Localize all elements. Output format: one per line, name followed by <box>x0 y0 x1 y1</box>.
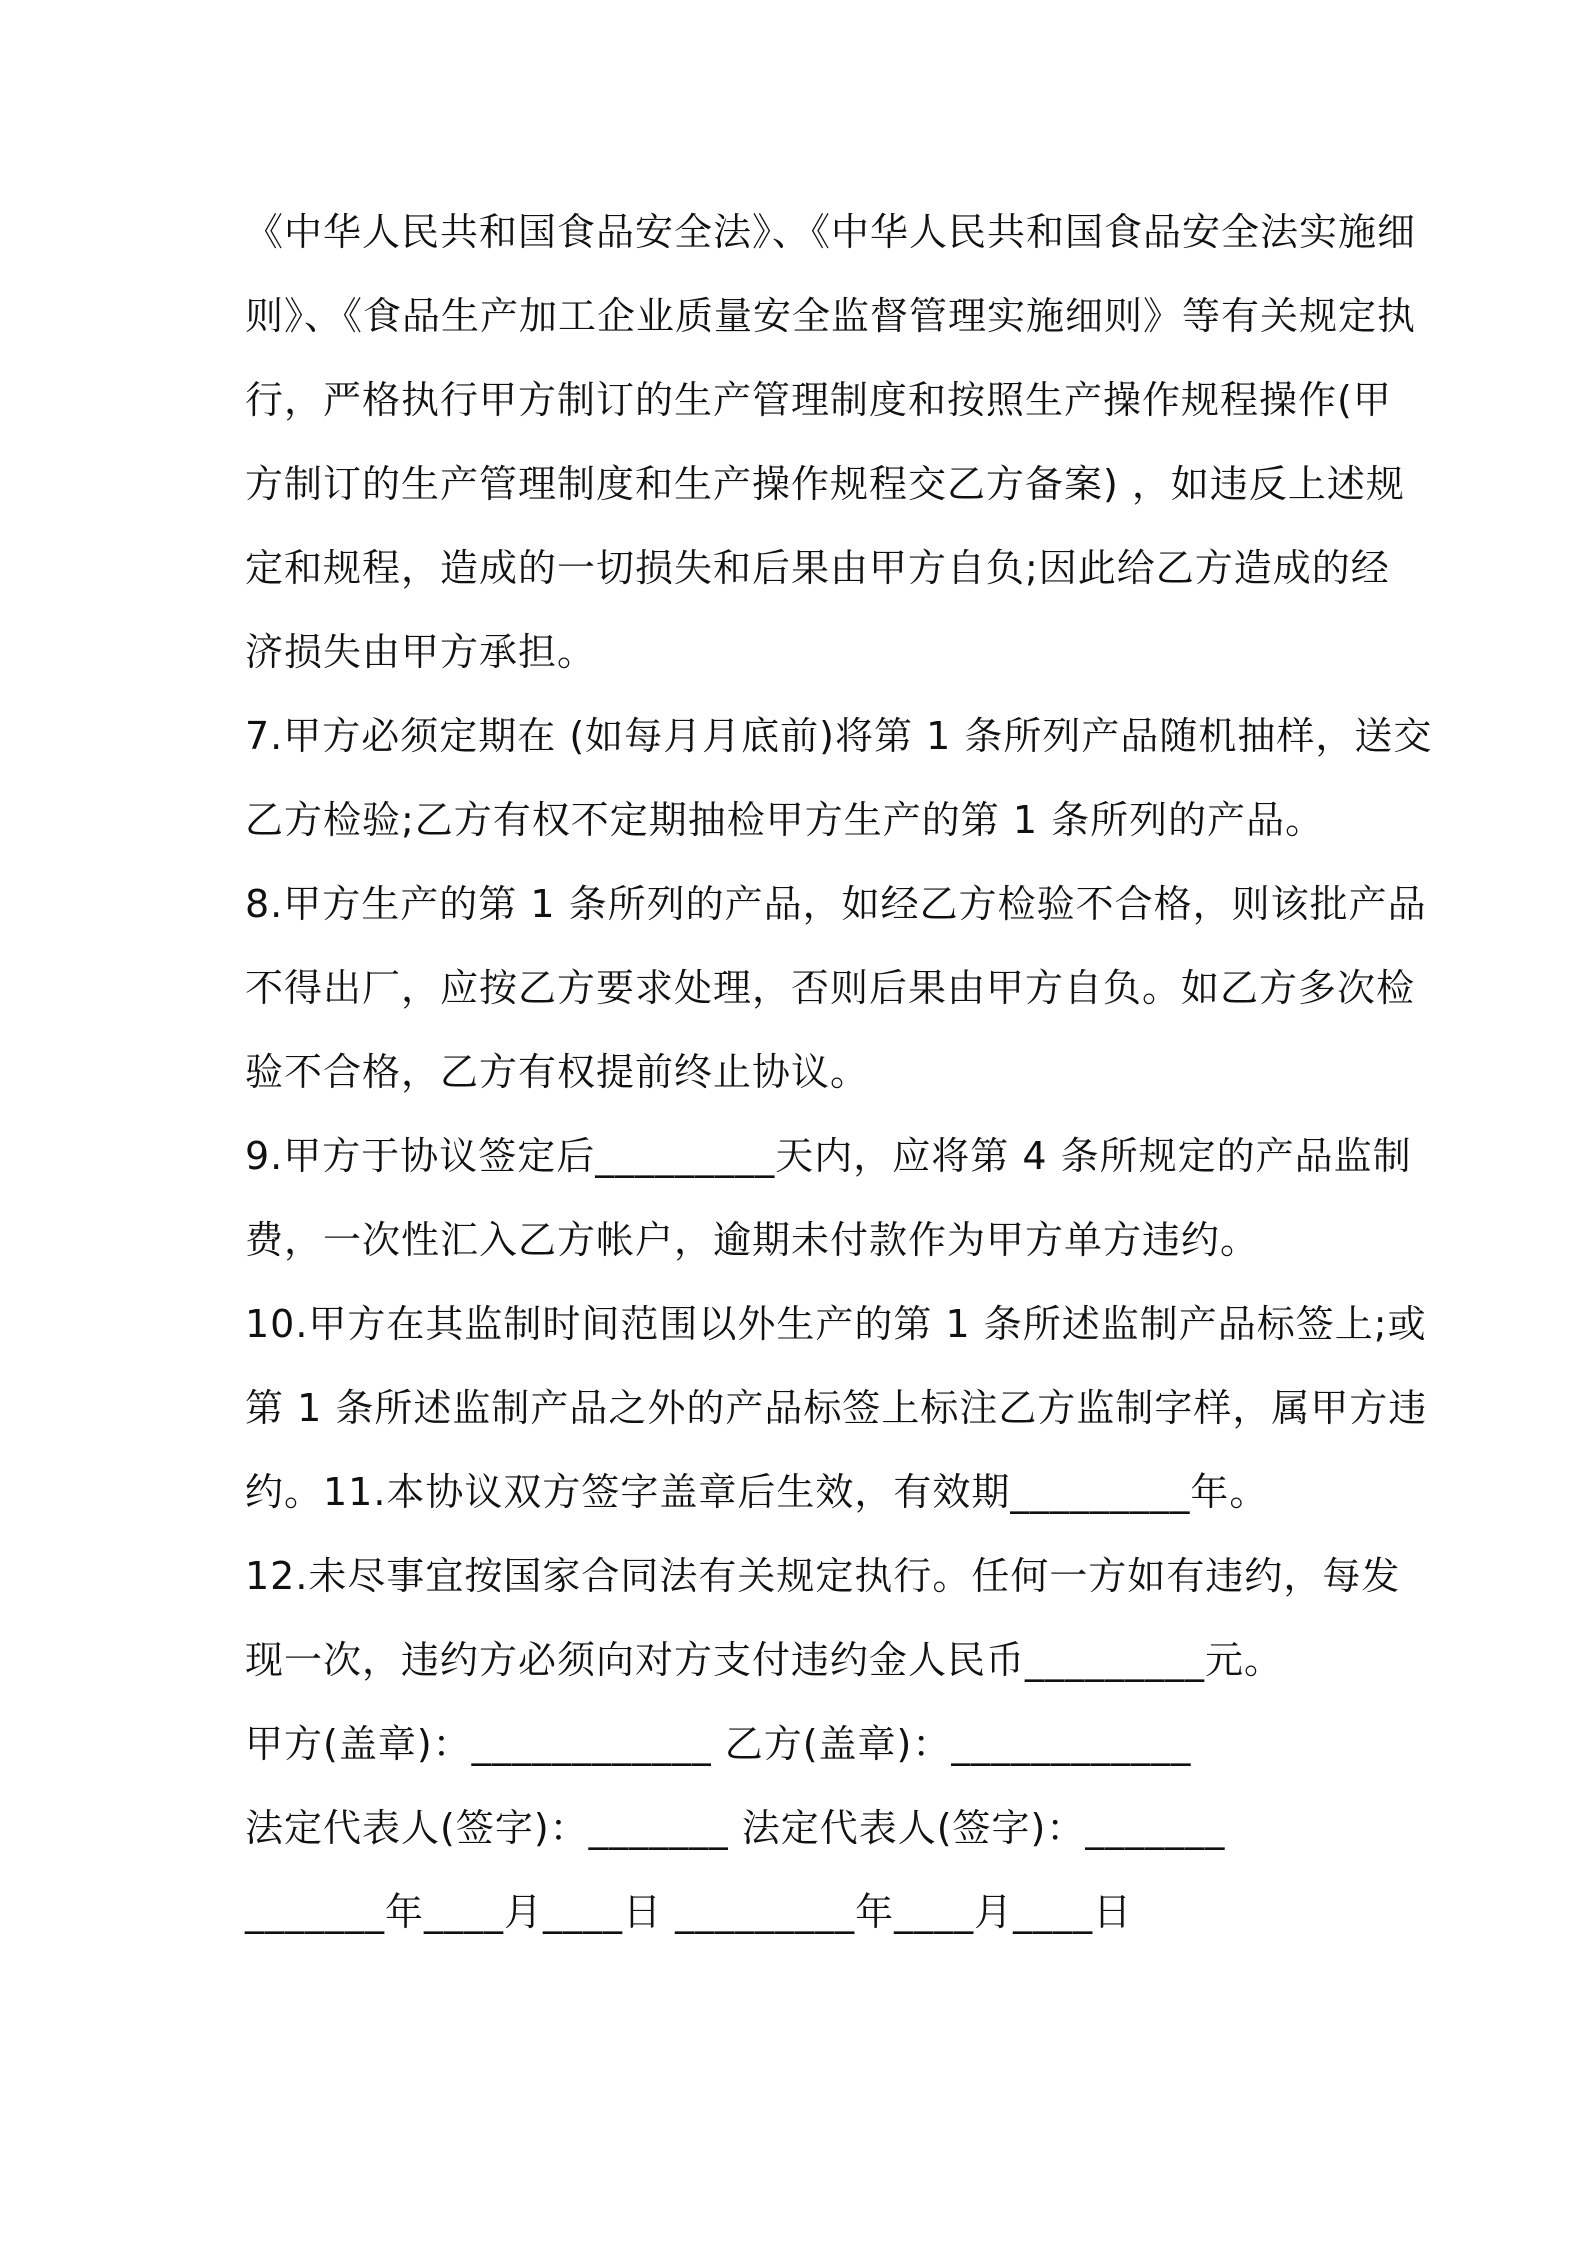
text-line: 行，严格执行甲方制订的生产管理制度和按照生产操作规程操作(甲 <box>245 378 1392 422</box>
clause-10-line: 10.甲方在其监制时间范围以外生产的第 1 条所述监制产品标签上;或 <box>245 1302 1427 1346</box>
text-line: 济损失由甲方承担。 <box>245 630 597 674</box>
clause-7-line: 7.甲方必须定期在 (如每月月底前)将第 1 条所列产品随机抽样，送交 <box>245 714 1433 758</box>
signature-line: 法定代表人(签字)：_______ 法定代表人(签字)：_______ <box>245 1806 1226 1850</box>
clause-12-line: 现一次，违约方必须向对方支付违约金人民币_________元。 <box>245 1638 1284 1682</box>
text-line: 则》、《食品生产加工企业质量安全监督管理实施细则》等有关规定执 <box>245 294 1417 338</box>
contract-text <box>245 190 1433 1954</box>
clause-12-line: 12.未尽事宜按国家合同法有关规定执行。任何一方如有违约，每发 <box>245 1554 1401 1598</box>
clause-9-line: 9.甲方于协议签定后_________天内，应将第 4 条所规定的产品监制 <box>245 1134 1412 1178</box>
text-line: 《中华人民共和国食品安全法》、《中华人民共和国食品安全法实施细 <box>245 210 1417 254</box>
seal-line: 甲方(盖章)：____________ 乙方(盖章)：____________ <box>245 1722 1192 1766</box>
clause-9-line: 费，一次性汇入乙方帐户，逾期未付款作为甲方单方违约。 <box>245 1218 1260 1262</box>
text-line: 定和规程，造成的一切损失和后果由甲方自负;因此给乙方造成的经 <box>245 546 1390 590</box>
text-line: 方制订的生产管理制度和生产操作规程交乙方备案) ，如违反上述规 <box>245 462 1405 506</box>
clause-8-line: 不得出厂，应按乙方要求处理，否则后果由甲方自负。如乙方多次检 <box>245 966 1416 1010</box>
clause-10-line: 第 1 条所述监制产品之外的产品标签上标注乙方监制字样，属甲方违 <box>245 1386 1428 1430</box>
clause-11-line: 约。11.本协议双方签字盖章后生效，有效期_________年。 <box>245 1470 1269 1514</box>
clause-7-line: 乙方检验;乙方有权不定期抽检甲方生产的第 1 条所列的产品。 <box>245 798 1325 842</box>
date-line: _______年____月____日 _________年____月____日 <box>245 1890 1133 1934</box>
clause-8-line: 验不合格，乙方有权提前终止协议。 <box>245 1050 870 1094</box>
clause-8-line: 8.甲方生产的第 1 条所列的产品，如经乙方检验不合格，则该批产品 <box>245 882 1427 926</box>
